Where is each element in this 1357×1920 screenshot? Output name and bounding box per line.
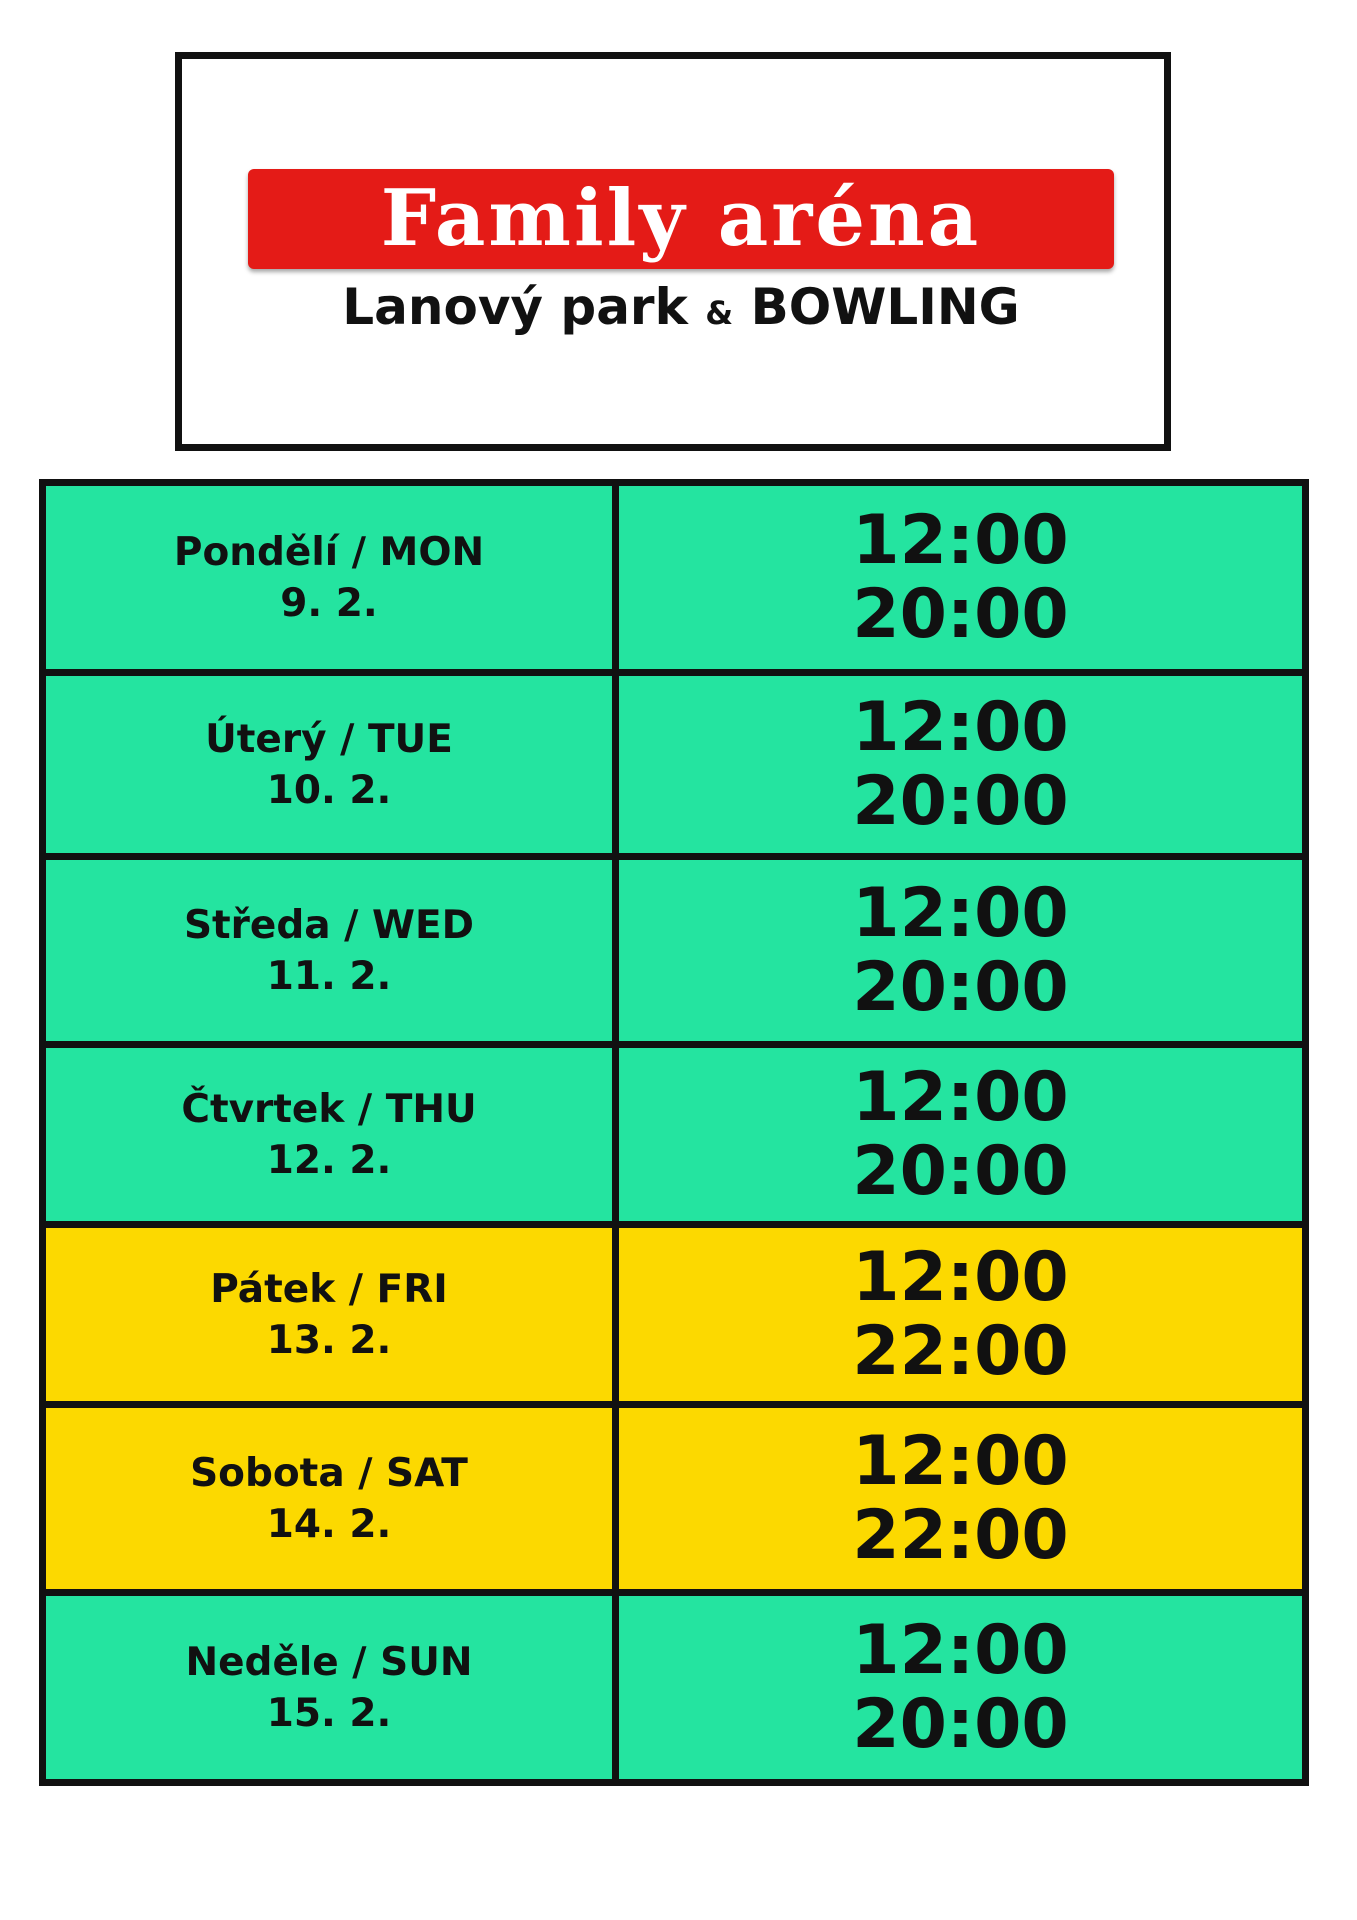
day-date: 14. 2. — [266, 1501, 392, 1547]
logo-banner — [248, 169, 1114, 269]
day-date: 10. 2. — [266, 767, 392, 813]
logo-subtitle — [246, 277, 1116, 337]
schedule-row — [43, 1225, 1306, 1405]
close-time: 20:00 — [852, 761, 1069, 841]
day-date: 12. 2. — [266, 1137, 392, 1183]
day-date: 9. 2. — [280, 580, 378, 626]
schedule-row — [43, 483, 1306, 673]
open-time: 12:00 — [852, 1237, 1069, 1317]
close-time: 22:00 — [852, 1311, 1069, 1391]
day-name: Pátek / FRI — [210, 1266, 448, 1312]
close-time: 20:00 — [852, 1684, 1069, 1764]
day-name: Neděle / SUN — [185, 1639, 473, 1685]
schedule-row — [43, 857, 1306, 1045]
logo-subtitle-bowling: BOWLING — [750, 278, 1020, 336]
day-name: Pondělí / MON — [173, 529, 485, 575]
opening-hours-table — [39, 479, 1309, 1786]
day-cell — [43, 673, 616, 857]
open-time: 12:00 — [852, 500, 1069, 580]
day-name: Sobota / SAT — [190, 1450, 468, 1496]
logo-subtitle-park: Lanový park — [342, 278, 688, 336]
day-date: 13. 2. — [266, 1317, 392, 1363]
day-cell — [43, 483, 616, 673]
close-time: 20:00 — [852, 947, 1069, 1027]
close-time: 20:00 — [852, 1131, 1069, 1211]
day-name: Úterý / TUE — [205, 716, 453, 762]
day-cell — [43, 1593, 616, 1783]
schedule-row — [43, 673, 1306, 857]
schedule-row — [43, 1405, 1306, 1593]
open-time: 12:00 — [852, 1057, 1069, 1137]
day-cell — [43, 1225, 616, 1405]
close-time: 22:00 — [852, 1495, 1069, 1575]
day-name: Čtvrtek / THU — [181, 1086, 477, 1132]
time-cell — [616, 673, 1306, 857]
open-time: 12:00 — [852, 1610, 1069, 1690]
day-cell — [43, 1045, 616, 1225]
day-date: 11. 2. — [266, 953, 392, 999]
open-time: 12:00 — [852, 687, 1069, 767]
close-time: 20:00 — [852, 574, 1069, 654]
day-cell — [43, 1405, 616, 1593]
open-time: 12:00 — [852, 873, 1069, 953]
logo-subtitle-ampersand: & — [705, 294, 734, 332]
time-cell — [616, 1045, 1306, 1225]
day-name: Středa / WED — [183, 902, 475, 948]
time-cell — [616, 1405, 1306, 1593]
time-cell — [616, 1593, 1306, 1783]
logo-title: Family aréna — [380, 173, 982, 264]
day-cell — [43, 857, 616, 1045]
schedule-row — [43, 1593, 1306, 1783]
day-date: 15. 2. — [266, 1690, 392, 1736]
time-cell — [616, 857, 1306, 1045]
schedule-row — [43, 1045, 1306, 1225]
logo-box — [175, 52, 1171, 451]
time-cell — [616, 1225, 1306, 1405]
time-cell — [616, 483, 1306, 673]
open-time: 12:00 — [852, 1421, 1069, 1501]
